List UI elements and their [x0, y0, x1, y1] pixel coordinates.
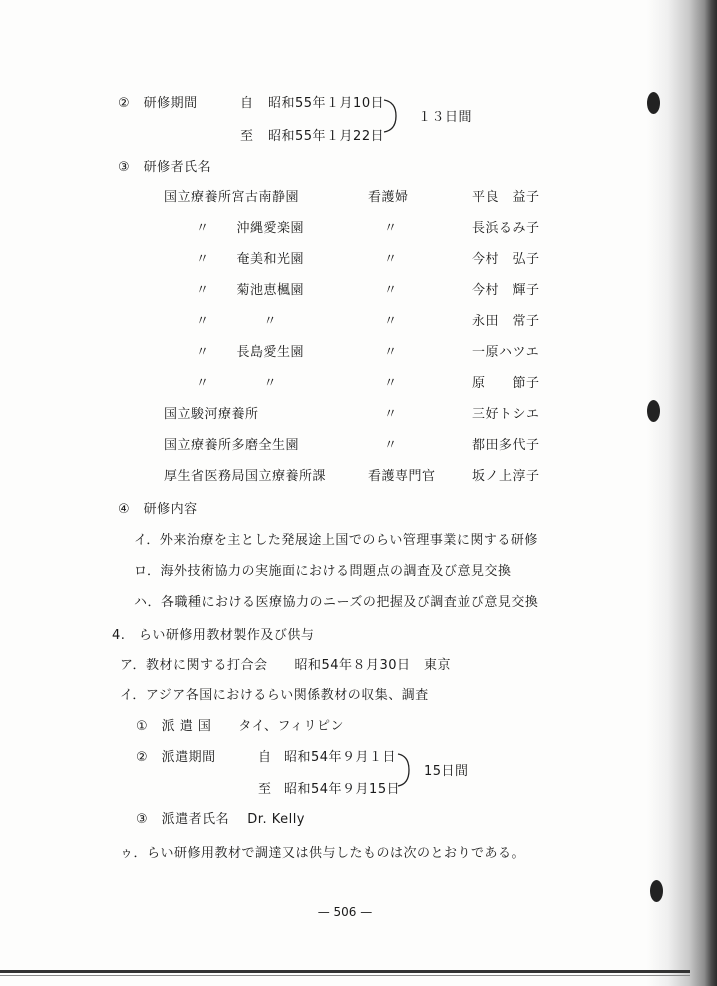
trainee-role: 〃 — [384, 376, 398, 391]
trainee-role: 〃 — [384, 283, 398, 298]
trainee-role: 〃 — [384, 314, 398, 329]
section-item-a: ア．教材に関する打合会 昭和54年８月30日 東京 — [120, 658, 452, 673]
trainee-name: 都田多代子 — [472, 438, 540, 453]
trainee-role: 〃 — [384, 407, 398, 422]
trainee-role: 〃 — [384, 221, 398, 236]
dispatch-person: ③ 派遣者氏名 Dr. Kelly — [136, 812, 306, 827]
bottom-rule — [0, 970, 690, 973]
section-item-i: イ．アジア各国におけるらい関係教材の収集、調査 — [120, 688, 429, 703]
trainee-role: 看護婦 — [368, 190, 409, 205]
dispatch-from-label: 自 — [258, 750, 272, 765]
trainee-name: 今村 弘子 — [472, 252, 540, 267]
punch-hole-bottom — [650, 880, 663, 902]
to-label: 至 — [240, 129, 254, 144]
page-number: — 506 — — [317, 905, 373, 919]
trainee-name: 坂ノ上淳子 — [472, 469, 540, 484]
trainee-org: 国立駿河療養所 — [164, 407, 259, 422]
trainee-names-label: ③ 研修者氏名 — [118, 160, 212, 175]
dispatch-duration: 15日間 — [424, 764, 469, 779]
trainee-name: 長浜るみ子 — [472, 221, 540, 236]
dispatch-to-label: 至 — [258, 782, 272, 797]
trainee-org: 厚生省医務局国立療養所課 — [164, 469, 327, 484]
to-date: 昭和55年１月22日 — [268, 129, 385, 144]
binding-spine — [647, 0, 717, 986]
training-period-label: ② 研修期間 — [118, 96, 198, 111]
training-content-item: ハ．各職種における医療協力のニーズの把握及び調査並び意見交換 — [134, 595, 539, 610]
trainee-name: 原 節子 — [472, 376, 540, 391]
trainee-org: 〃 〃 — [196, 314, 278, 329]
trainee-org: 国立療養所多磨全生園 — [164, 438, 300, 453]
trainee-org: 〃 沖縄愛楽園 — [196, 221, 305, 236]
trainee-role: 〃 — [384, 252, 398, 267]
section-heading: 4. らい研修用教材製作及び供与 — [112, 628, 315, 643]
trainee-name: 一原ハツエ — [472, 345, 540, 360]
training-content-item: イ．外来治療を主とした発展途上国でのらい管理事業に関する研修 — [134, 533, 538, 548]
bottom-rule-thin — [0, 975, 690, 976]
trainee-role: 〃 — [384, 438, 398, 453]
trainee-org: 〃 〃 — [196, 376, 278, 391]
training-duration: １３日間 — [418, 110, 473, 125]
dispatch-to-date: 昭和54年９月15日 — [284, 782, 401, 797]
section-item-u: ゥ．らい研修用教材で調達又は供与したものは次のとおりである。 — [120, 846, 526, 861]
trainee-name: 今村 輝子 — [472, 283, 540, 298]
trainee-name: 永田 常子 — [472, 314, 540, 329]
trainee-name: 三好トシエ — [472, 407, 540, 422]
training-content-label: ④ 研修内容 — [118, 502, 198, 517]
trainee-org: 〃 菊池恵楓園 — [196, 283, 305, 298]
trainee-role: 看護専門官 — [368, 469, 436, 484]
trainee-org: 国立療養所宮古南静園 — [164, 190, 300, 205]
punch-hole-top — [647, 92, 660, 114]
trainee-role: 〃 — [384, 345, 398, 360]
punch-hole-middle — [647, 400, 660, 422]
dispatch-country: ① 派 遣 国 タイ、フィリピン — [136, 719, 344, 734]
dispatch-brace — [396, 750, 424, 790]
trainee-org: 〃 長島愛生園 — [196, 345, 305, 360]
dispatch-period-label: ② 派遣期間 — [136, 750, 216, 765]
from-date: 昭和55年１月10日 — [268, 96, 385, 111]
training-content-item: ロ．海外技術協力の実施面における問題点の調査及び意見交換 — [134, 564, 512, 579]
from-label: 自 — [240, 96, 254, 111]
period-brace — [382, 96, 412, 136]
trainee-name: 平良 益子 — [472, 190, 540, 205]
trainee-org: 〃 奄美和光園 — [196, 252, 305, 267]
dispatch-from-date: 昭和54年９月１日 — [284, 750, 397, 765]
